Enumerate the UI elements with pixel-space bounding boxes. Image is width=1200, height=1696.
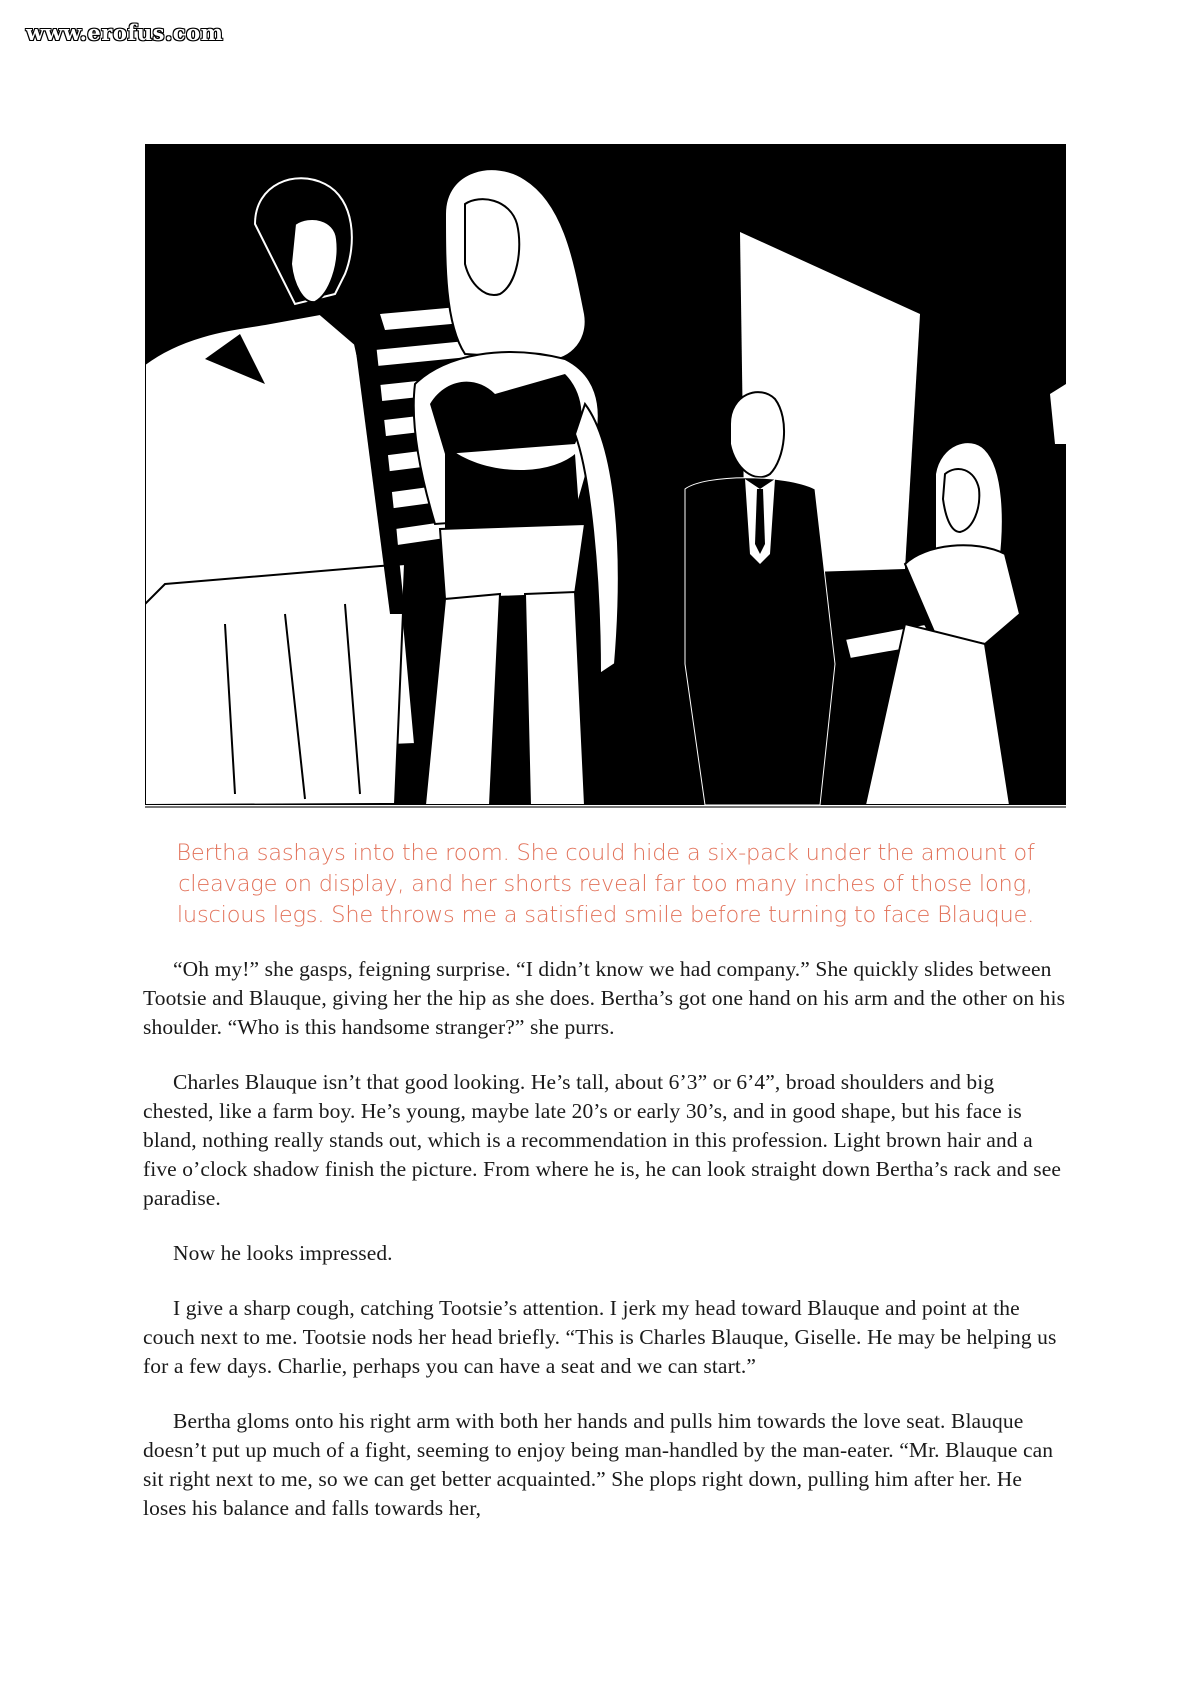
paragraph: Now he looks impressed.	[173, 1241, 393, 1265]
noir-panel-image-icon	[145, 144, 1066, 805]
comic-illustration	[145, 144, 1066, 805]
paragraph: “Oh my!” she gasps, feigning surprise. “I didn’t know we had company.” She quickly slides between Tootsie and Blauque, giving her the hip as she does. Bertha’s got one hand on his arm and the other on his shoulder. “Who is this handsome stranger?” she purrs.	[143, 957, 1066, 1039]
watermark: www.erofus.com	[26, 20, 224, 45]
paragraph: I give a sharp cough, catching Tootsie’s attention. I jerk my head toward Blauque and point at the couch next to me. Tootsie nods her head briefly. “This is Charles Blauque, Giselle. He may be helping us for a few days. Charlie, perhaps you can have a seat and we can start.”	[143, 1296, 1057, 1378]
caption-text: Bertha sashays into the room. She could hide a six-pack under the amount of cleavage on display, and her shorts reveal far too many inches of those long, luscious legs. She throws me a satisfied smile before turning to face Blauque.	[176, 840, 1035, 928]
paragraph: Bertha gloms onto his right arm with both her hands and pulls him towards the love seat. Blauque doesn’t put up much of a fight, seeming to enjoy being man-handled by the man-eater. “Mr. Blauque can sit right next to me, so we can get better acquainted.” She plops right down, pulling him after her. He loses his balance and falls towards her,	[143, 1409, 1054, 1520]
paragraph: Charles Blauque isn’t that good looking. He’s tall, about 6’3” or 6’4”, broad shoulders and big chested, like a farm boy. He’s young, maybe late 20’s or early 30’s, and in good shape, but his face is bland, nothing really stands out, which is a recommendation in this profession. Light brown hair and a five o’clock shadow finish the picture. From where he is, he can look straight down Bertha’s rack and see paradise.	[143, 1070, 1062, 1210]
caption-divider	[145, 806, 1066, 808]
story-body	[143, 955, 1068, 1549]
